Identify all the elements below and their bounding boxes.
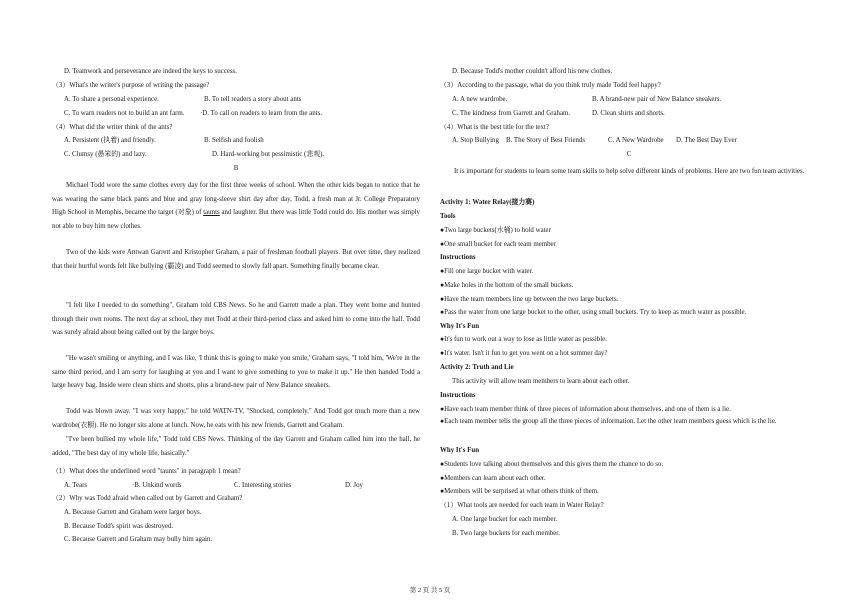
list-item: ●One small bucket for each team member (440, 241, 556, 248)
list-item: ●Fill one large bucket with water. (440, 268, 534, 275)
question-stem: （4）What is the best title for the text? (440, 124, 549, 131)
passage-paragraph: Two of the kids were Antwan Garrett and Kristopher Graham, a pair of freshman football players. But over time, they realized that their hurtful words felt like bullying (霸凌) and Todd seemed to slowly fall apart. Something finally became clear. (52, 249, 420, 270)
question-option: ·D. To call on readers to learn from the ants. (200, 110, 323, 117)
activity-description: This activity will allow team members to learn about each other. (452, 378, 630, 385)
question-option: D. The Best Day Ever (676, 137, 737, 144)
question-option: C. The kindness from Garrett and Graham. (452, 110, 571, 117)
question-option: A. One large bucket for each member. (452, 516, 558, 523)
subheading: Why It's Fun (440, 323, 480, 330)
question-option: ·B. Unkind words (132, 482, 182, 489)
question-option: C. Clumsy (愚笨的) and lazy. (64, 151, 147, 158)
passage-paragraph: "He wasn't smiling or anything, and I was like, 'I think this is going to make you smile,' Graham says, "I told him, 'We're in the same third period, and I am sorry for laughing at you and I want to give something to you to make it up." He then handed Todd a large heavy bag. Inside were clean shirts and shorts, plus a brand-new pair of New Balance sneakers. (52, 355, 420, 389)
subheading: Why It's Fun (440, 447, 480, 454)
question-option: D. Clean shirts and shorts. (592, 110, 665, 117)
question-option: B. The Story of Best Friends (506, 137, 586, 144)
question-option: D. Teamwork and perseverance are indeed the keys to success. (64, 68, 237, 75)
question-option: B. A brand-new pair of New Balance sneakers. (592, 96, 722, 103)
passage-paragraph: "I've been bullied my whole life," Todd told CBS News. Thinking of the day Garrett and Graham called him into the hall, he added, "The best day of my whole life, basically." (52, 436, 420, 457)
list-item: ●Pass the water from one large bucket to the other, using small buckets. Try to keep as much water as possible. (440, 309, 747, 316)
question-option: B. To tell readers a story about ants (204, 96, 302, 103)
question-option: A. Tears (64, 482, 88, 489)
section-heading: B (233, 165, 239, 172)
list-item: ●Students love talking about themselves and this gives them the chance to do so. (440, 461, 664, 468)
subheading: Instructions (440, 254, 476, 261)
page-number: 第 2 页 共 5 页 (409, 587, 451, 594)
question-option: A. Because Garrett and Graham were larger boys. (64, 509, 202, 516)
question-option: C. To warn readers not to build an ant farm. (64, 110, 185, 117)
question-stem: （2）Why was Todd afraid when called out by Garrett and Graham? (52, 495, 243, 502)
section-heading: C (626, 151, 632, 158)
question-option: D. Because Todd's mother couldn't afford his new clothes. (452, 68, 613, 75)
passage-paragraph: "I felt like I needed to do something", Graham told CBS News. So he and Garrett made a plan. They went home and hunted through their own rooms. The next day at school, they met Todd at their third-period class and asked him to come into the hall. Todd was surely afraid about being called out by the larger boys. (52, 302, 420, 336)
question-option: B. Selfish and foolish (204, 137, 264, 144)
question-option: B. Two large buckets for each member. (452, 530, 560, 537)
subheading: Instructions (440, 392, 476, 399)
question-option: A. Stop Bullying (452, 137, 499, 144)
list-item: ●It's fun to work out a way to lose as little water as possible. (440, 336, 607, 343)
question-stem: （3）According to the passage, what do you think truly made Todd feel happy? (440, 82, 661, 89)
question-option: A. A new wardrobe. (452, 96, 508, 103)
question-option: D. Hard-working but pessimistic (悲观). (212, 151, 325, 158)
list-item: ●Each team member tells the group all the three pieces of information. Let the other team members guess which is the lie. (440, 418, 777, 425)
list-item: ●Have the team members line up between the two large buckets. (440, 296, 619, 303)
question-stem: （1）What does the underlined word "taunts" in paragraph 1 mean? (52, 468, 241, 475)
activity-heading: Activity 2: Truth and Lie (440, 364, 514, 371)
question-option: B. Because Todd's spirit was destroyed. (64, 523, 174, 530)
question-stem: （3）What's the writer's purpose of writing the passage? (52, 82, 210, 89)
passage-intro: It is important for students to learn some team skills to help solve different kinds of problems. Here are two fun team activities. (454, 168, 805, 175)
question-option: A. To share a personal experience. (64, 96, 159, 103)
question-stem: （4）What did the writer think of the ants? (52, 124, 173, 131)
list-item: ●Members can learn about each other. (440, 475, 546, 482)
passage-paragraph: Michael Todd wore the same clothes every day for the first three weeks of school. When the other kids began to notice that he was wearing the same black pants and blue and gray long-sleeve shirt day after day, Todd, a fresh man at Jr. College Preparatory High School in Memphis, became the target (对象) of taunts and laughter. But there was little Todd could do. His mother was simply not able to buy him new clothes. (52, 182, 421, 230)
subheading: Tools (440, 213, 456, 220)
question-option: D. Joy (345, 482, 363, 489)
activity-heading: Activity 1: Water Relay(接力赛) (440, 199, 535, 206)
list-item: ●Members will be surprised at what others think of them. (440, 488, 599, 495)
question-stem: （1）What tools are needed for each team in Water Relay? (440, 502, 604, 509)
passage-paragraph: Todd was blown away. "I was very happy," he told WATN-TV, "Shocked, completely." And Todd got much more than a new wardrobe(衣橱). He no longer sits alone at lunch. Now, he eats with his new friends, Garrett and Graham. (52, 408, 420, 429)
question-option: C. Interesting stories (234, 482, 292, 489)
question-option: A. Persistent (执着) and friendly. (64, 137, 156, 144)
underlined-word: taunts (203, 209, 220, 216)
list-item: ●It's water. Isn't it fun to get you went on a hot summer day? (440, 350, 608, 357)
list-item: ●Two large buckets(水桶) to hold water (440, 227, 551, 234)
list-item: ●Have each team member think of three pieces of information about themselves, and one of them is a lie. (440, 406, 731, 413)
question-option: C. Because Garrett and Graham may bully him again. (64, 536, 213, 543)
question-option: C. A New Wardrobe (608, 137, 664, 144)
list-item: ●Make holes in the bottom of the small buckets. (440, 282, 574, 289)
